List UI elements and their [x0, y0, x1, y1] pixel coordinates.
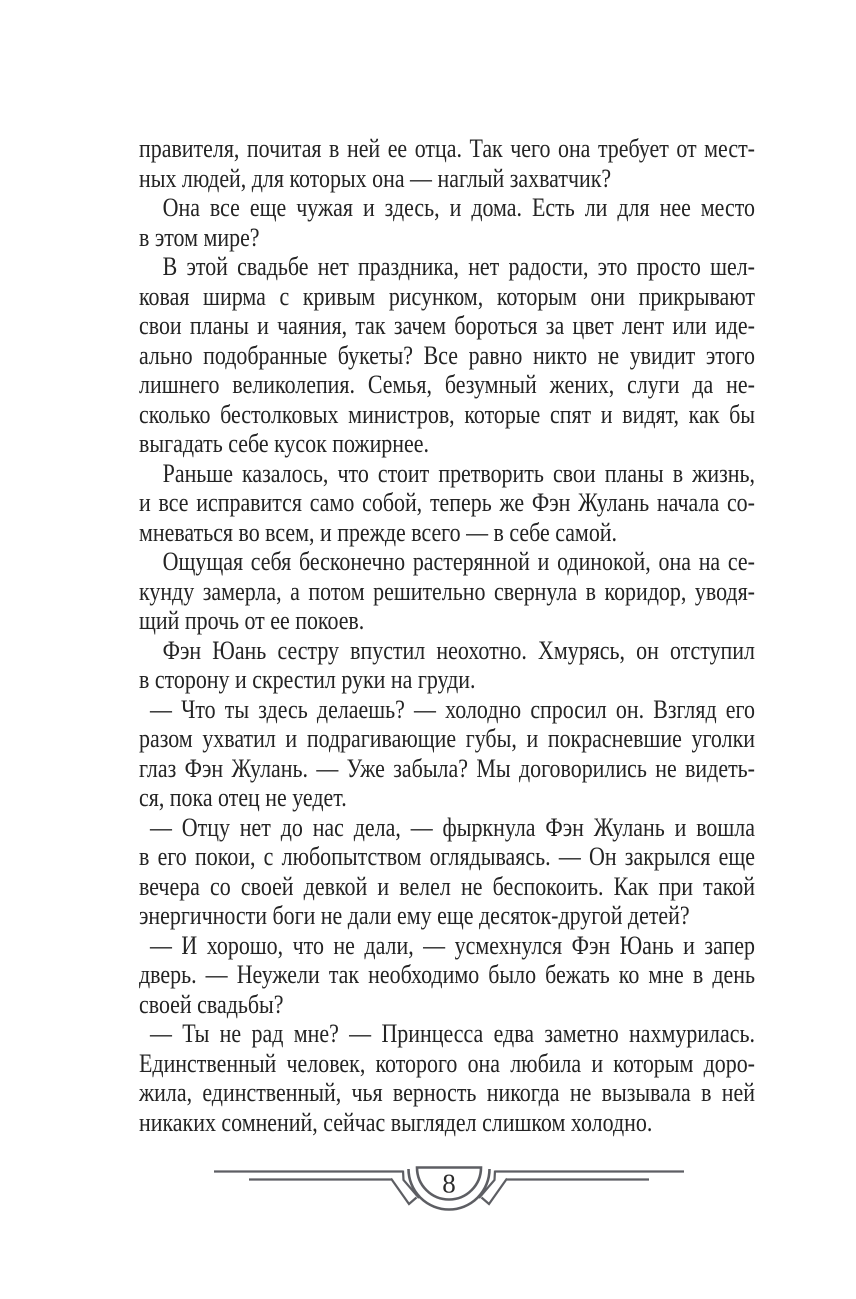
footer-divider-ornament	[0, 1140, 856, 1260]
text-line: глаз Фэн Жулань. — Уже забыла? Мы договорились не видеть-	[139, 753, 755, 783]
text-line: — Что ты здесь делаешь? — холодно спросил он. Взгляд его	[149, 694, 755, 724]
text-line: выгадать себе кусок пожирнее.	[139, 429, 429, 458]
text-line: дверь. — Неужели так необходимо было бежать ко мне в день	[139, 960, 755, 989]
text-line: разом ухватил и подрагивающие губы, и покрасневшие уголки	[139, 724, 755, 753]
text-line: в сторону и скрестил руки на груди.	[139, 665, 476, 694]
text-line: свои планы и чаяния, так зачем бороться за цвет лент или иде-	[139, 311, 755, 340]
text-line: правителя, почитая в ней ее отца. Так чего она требует от мест-	[139, 134, 755, 163]
text-line: ся, пока отец не уедет.	[139, 783, 347, 812]
text-line: — Отцу нет до нас дела, — фыркнула Фэн Жулань и вошла	[149, 812, 755, 842]
text-line: энергичности боги не дали ему еще десяток-другой детей?	[139, 901, 690, 930]
text-line: ковая ширма с кривым рисунком, которым они прикрывают	[139, 281, 755, 311]
text-line: Фэн Юань сестру впустил неохотно. Хмурясь, он отступил	[162, 635, 755, 665]
text-line: ных людей, для которых она — наглый захватчик?	[139, 163, 612, 193]
text-line: никаких сомнений, сейчас выглядел слишком холодно.	[139, 1107, 653, 1137]
text-line: Единственный человек, которого она любила и которым доро-	[139, 1048, 755, 1078]
text-line: своей свадьбы?	[139, 989, 284, 1019]
text-line: щий прочь от ее покоев.	[139, 606, 365, 635]
text-line: в этом мире?	[139, 222, 260, 252]
page-number: 8	[442, 1168, 456, 1199]
text-line: Раньше казалось, что стоит претворить свои планы в жизнь,	[162, 458, 755, 488]
text-line: мневаться во всем, и прежде всего — в себе самой.	[139, 517, 618, 547]
text-line: В этой свадьбе нет праздника, нет радости, это просто шел-	[162, 252, 755, 281]
text-line: ально подобранные букеты? Все равно никто не увидит этого	[139, 340, 755, 370]
text-line: в его покои, с любопытством оглядываясь. — Он закрылся еще	[139, 842, 755, 871]
text-line: вечера со своей девкой и велел не беспокоить. Как при такой	[139, 871, 755, 901]
text-line: и все исправится само собой, теперь же Фэн Жулань начала со-	[139, 488, 755, 517]
text-line: Она все еще чужая и здесь, и дома. Есть ли для нее место	[162, 193, 755, 222]
text-line: Ощущая себя бесконечно растерянной и одинокой, она на се-	[162, 547, 755, 576]
text-line: лишнего великолепия. Семья, безумный жених, слуги да не-	[139, 370, 755, 399]
text-line: жила, единственный, чья верность никогда не вызывала в ней	[139, 1078, 755, 1107]
text-line: — Ты не рад мне? — Принцесса едва заметно нахмурилась.	[149, 1019, 755, 1048]
page-text	[139, 134, 755, 1137]
text-line: сколько бестолковых министров, которые спят и видят, как бы	[139, 399, 755, 429]
text-line: — И хорошо, что не дали, — усмехнулся Фэн Юань и запер	[149, 930, 755, 960]
text-line: кунду замерла, а потом решительно свернула в коридор, уводя-	[139, 576, 755, 606]
